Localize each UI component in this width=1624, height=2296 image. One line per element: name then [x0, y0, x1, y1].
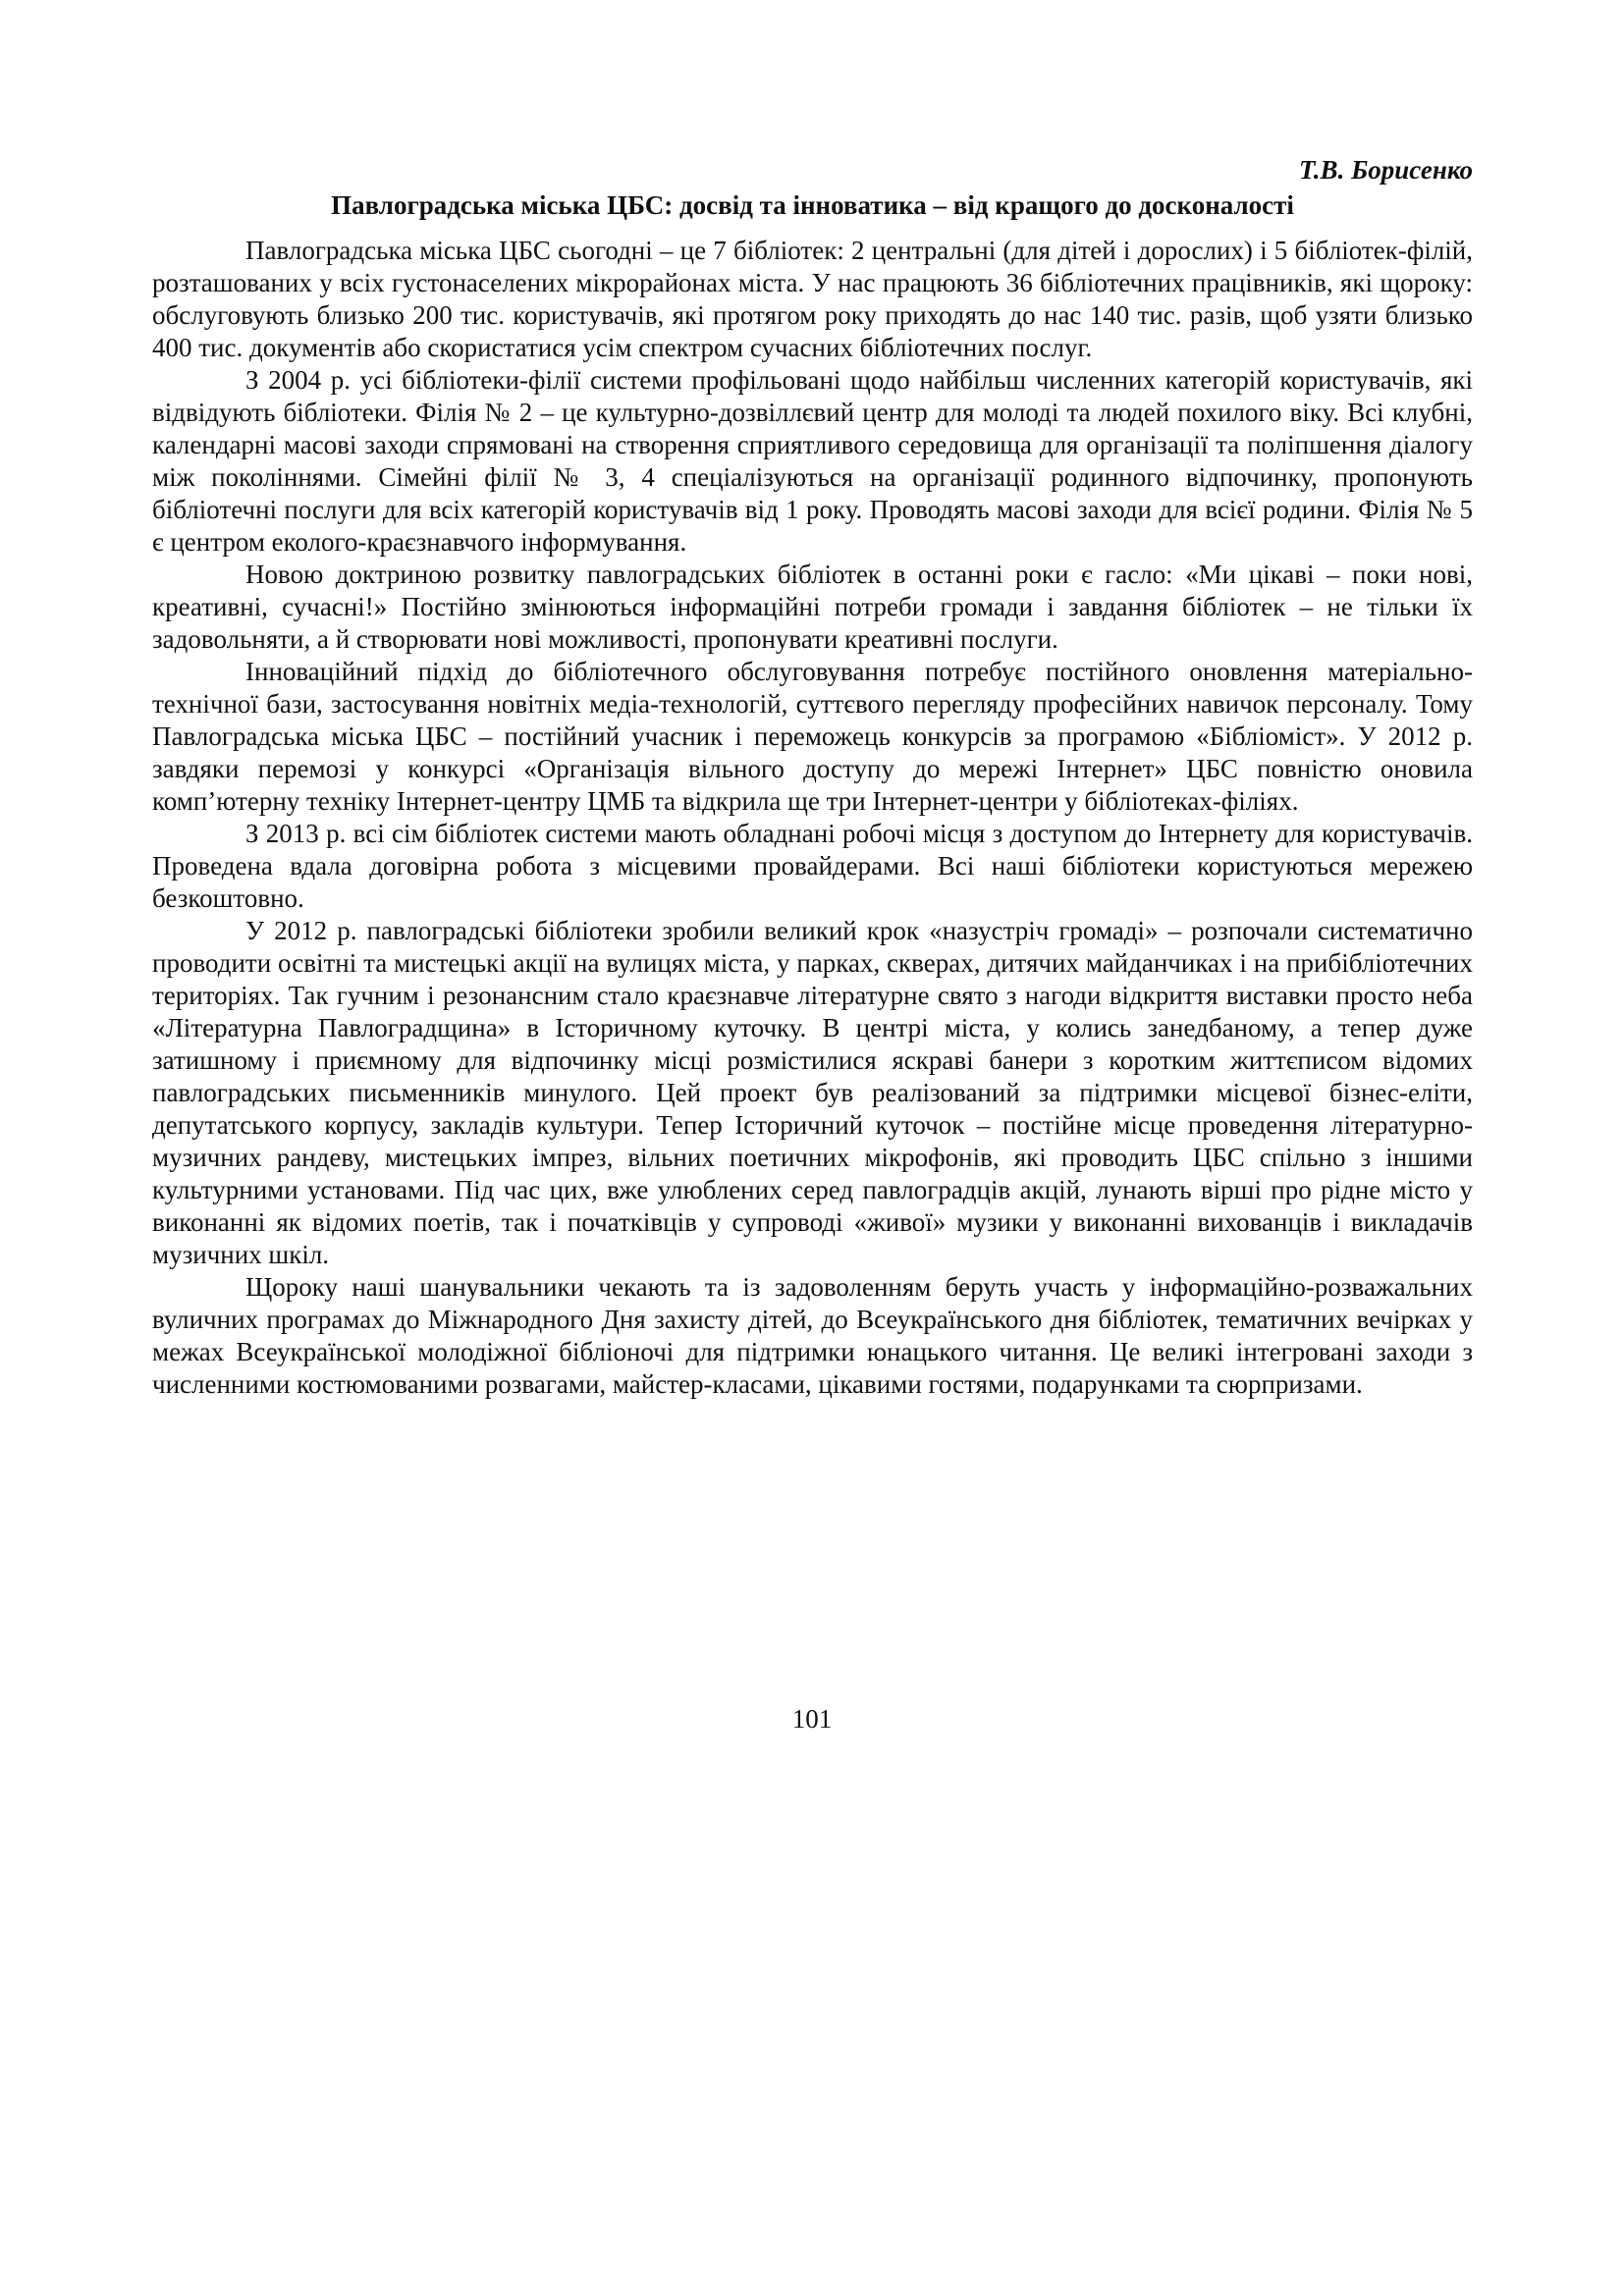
paragraph-1: Павлоградська міська ЦБС сьогодні – це 7 бібліотек: 2 центральні (для дітей і дорослих) і 5 бібліотек-філій, розташованих у всіх густонаселених мікрорайонах міста. У нас працюють 36 бібліотечних працівників, які щороку: обслуговують близько 200 тис. користувачів, які протягом року приходять до нас 140 тис. разів, щоб узяти близько 400 тис. документів або скористатися усім спектром сучасних бібліотечних послуг. [152, 236, 1473, 362]
paragraph-4: Інноваційний підхід до бібліотечного обслуговування потребує постійного оновлення матеріально-технічної бази, застосування новітніх медіа-технологій, суттєвого перегляду професійних навичок персоналу. Тому Павлоградська міська ЦБС – постійний учасник і переможець конкурсів за програмою «Бібліоміст». У 2012 р. завдяки перемозі у конкурсі «Організація вільного доступу до мережі Інтернет» ЦБС повністю оновила комп’ютерну техніку Інтернет-центру ЦМБ та відкрила ще три Інтернет-центри у бібліотеках-філіях. [152, 657, 1473, 816]
article-title: Павлоградська міська ЦБС: досвід та інноватика – від кращого до досконалості [331, 190, 1294, 220]
document-body [152, 152, 1473, 1401]
paragraph-5: З 2013 р. всі сім бібліотек системи мають обладнані робочі місця з доступом до Інтернету для користувачів. Проведена вдала договірна робота з місцевими провайдерами. Всі наші бібліотеки користуються мережею безкоштовно. [152, 819, 1473, 913]
author-name: Т.В. Борисенко [1299, 155, 1473, 185]
paragraph-2: З 2004 р. усі бібліотеки-філії системи профільовані щодо найбільш численних категорій користувачів, які відвідують бібліотеки. Філія № 2 – це культурно-дозвіллєвий центр для молоді та людей похилого віку. Всі клубні, календарні масові заходи спрямовані на створення сприятливого середовища для організації та поліпшення діалогу між поколіннями. Сімейні філії № 3, 4 спеціалізуються на організації родинного відпочинку, пропонують бібліотечні послуги для всіх категорій користувачів від 1 року. Проводять масові заходи для всієї родини. Філія № 5 є центром еколого-краєзнавчого інформування. [152, 365, 1473, 557]
page-number: 101 [791, 1704, 833, 1734]
paragraph-3: Новою доктриною розвитку павлоградських бібліотек в останні роки є гасло: «Ми цікаві – поки нові, креативні, сучасні!» Постійно змінюються інформаційні потреби громади і завдання бібліотек – не тільки їх задовольняти, а й створювати нові можливості, пропонувати креативні послуги. [152, 560, 1473, 654]
paragraph-6: У 2012 р. павлоградські бібліотеки зробили великий крок «назустріч громаді» – розпочали систематично проводити освітні та мистецькі акції на вулицях міста, у парках, скверах, дитячих майданчиках і на прибібліотечних територіях. Так гучним і резонансним стало краєзнавче літературне свято з нагоди відкриття виставки просто неба «Літературна Павлоградщина» в Історичному куточку. В центрі міста, у колись занедбаному, а тепер дуже затишному і приємному для відпочинку місці розмістилися яскраві банери з коротким життєписом відомих павлоградських письменників минулого. Цей проект був реалізований за підтримки місцевої бізнес-еліти, депутатського корпусу, закладів культури. Тепер Історичний куточок – постійне місце проведення літературно-музичних рандеву, мистецьких імпрез, вільних поетичних мікрофонів, які проводить ЦБС спільно з іншими культурними установами. Під час цих, вже улюблених серед павлоградців акцій, лунають вірші про рідне місто у виконанні як відомих поетів, так і початківців у супроводі «живої» музики у виконанні вихованців і викладачів музичних шкіл. [152, 916, 1473, 1269]
paragraph-7: Щороку наші шанувальники чекають та із задоволенням беруть участь у інформаційно-розважальних вуличних програмах до Міжнародного Дня захисту дітей, до Всеукраїнського дня бібліотек, тематичних вечірках у межах Всеукраїнської молодіжної бібліоночі для підтримки юнацького читання. Це великі інтегровані заходи з численними костюмованими розвагами, майстер-класами, цікавими гостями, подарунками та сюрпризами. [152, 1272, 1473, 1399]
